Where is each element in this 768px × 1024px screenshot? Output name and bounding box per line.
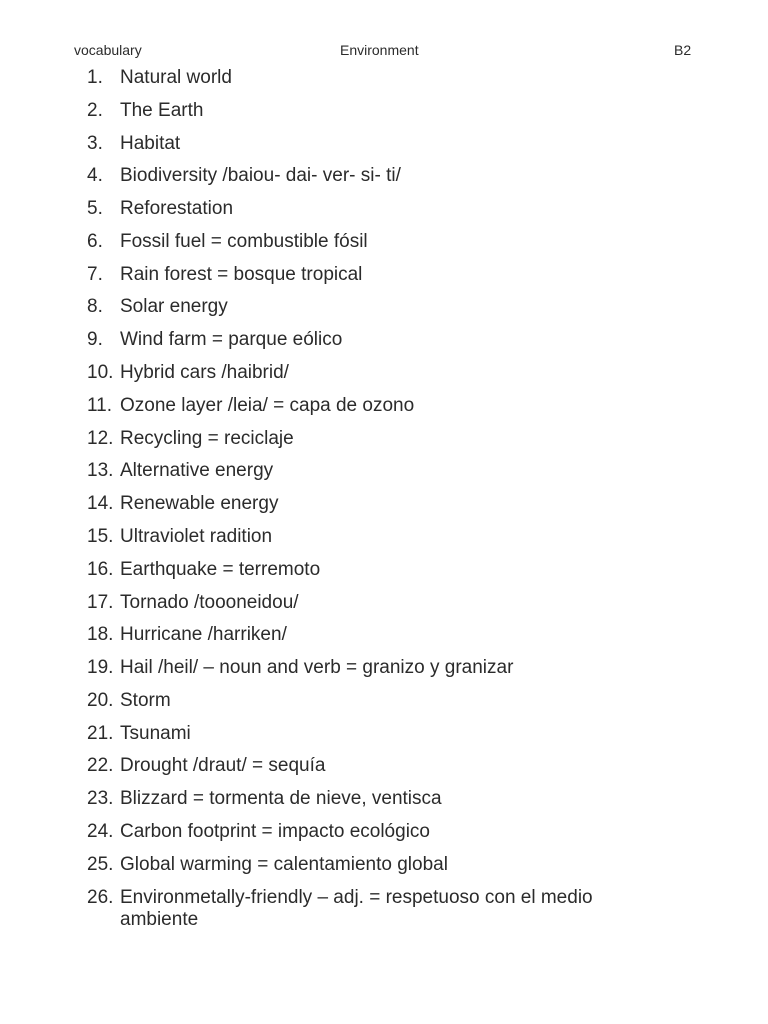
item-number: 8.: [87, 296, 103, 318]
item-text: Carbon footprint = impacto ecológico: [120, 820, 430, 842]
item-text: Ultraviolet radition: [120, 525, 273, 547]
item-number: 3.: [87, 132, 103, 154]
list-item: [0, 296, 768, 319]
item-text: Hybrid cars /haibrid/: [120, 362, 289, 384]
item-number: 19.: [87, 657, 114, 679]
header-subject: vocabulary: [74, 42, 142, 58]
list-item: [0, 329, 768, 352]
item-number: 16.: [87, 558, 114, 580]
item-text: Ozone layer /leia/ = capa de ozono: [120, 394, 415, 416]
item-text: Biodiversity /baiou- dai- ver- si- ti/: [120, 165, 401, 187]
list-item: [0, 526, 768, 549]
item-number: 25.: [87, 853, 114, 875]
item-number: 21.: [87, 722, 114, 744]
list-item: [0, 67, 768, 90]
header-level: B2: [674, 42, 692, 58]
item-number: 5.: [87, 198, 103, 220]
item-text: Hail /heil/ – noun and verb = granizo y granizar: [120, 657, 514, 679]
item-number: 1.: [87, 67, 103, 88]
list-item: [0, 821, 768, 844]
item-number: 7.: [87, 263, 103, 285]
item-text: Rain forest = bosque tropical: [120, 263, 363, 285]
item-number: 14.: [87, 493, 114, 515]
item-text: Solar energy: [120, 296, 228, 318]
list-item: [0, 133, 768, 156]
item-text: Habitat: [120, 132, 181, 154]
item-number: 15.: [87, 525, 114, 547]
item-text: Tsunami: [120, 722, 191, 744]
item-number: 24.: [87, 820, 114, 842]
item-number: 2.: [87, 99, 103, 121]
list-item: [0, 788, 768, 811]
item-number: 12.: [87, 427, 114, 449]
item-text: Hurricane /harriken/: [120, 624, 287, 646]
list-item: [0, 592, 768, 615]
item-number: 20.: [87, 689, 114, 711]
list-item: [0, 264, 768, 287]
list-item: [0, 690, 768, 713]
item-number: 17.: [87, 591, 114, 613]
list-item: [0, 493, 768, 516]
item-number: 23.: [87, 788, 114, 810]
list-item: [0, 428, 768, 451]
list-item: [0, 460, 768, 483]
list-item: [0, 231, 768, 254]
item-text: Renewable energy: [120, 493, 279, 515]
list-item: [0, 657, 768, 680]
item-text: The Earth: [120, 99, 204, 121]
item-number: 18.: [87, 624, 114, 646]
item-number: 11.: [87, 394, 113, 416]
list-item: [0, 395, 768, 418]
item-text: Storm: [120, 689, 171, 711]
item-text: Reforestation: [120, 198, 234, 220]
item-number: 26.: [87, 886, 114, 908]
item-text: Recycling = reciclaje: [120, 427, 294, 449]
item-text: Global warming = calentamiento global: [120, 853, 448, 875]
item-text: Environmetally-friendly – adj. = respetuoso con el medio ambiente: [120, 886, 593, 931]
list-item: [0, 624, 768, 647]
page-header: [0, 42, 768, 60]
list-item: [0, 559, 768, 582]
list-item: [0, 755, 768, 778]
item-number: 6.: [87, 230, 103, 252]
item-text: Drought /draut/ = sequía: [120, 755, 326, 777]
header-title: Environment: [340, 42, 419, 58]
item-text: Wind farm = parque eólico: [120, 329, 343, 351]
list-item: [0, 198, 768, 221]
item-text: Blizzard = tormenta de nieve, ventisca: [120, 788, 442, 810]
list-item: [0, 100, 768, 123]
item-text: Earthquake = terremoto: [120, 558, 321, 580]
list-item: [0, 165, 768, 188]
list-item: [0, 854, 768, 877]
vocabulary-list: [0, 67, 768, 942]
item-number: 10.: [87, 362, 114, 384]
list-item: [0, 887, 768, 932]
list-item: [0, 362, 768, 385]
item-text: Tornado /toooneidou/: [120, 591, 299, 613]
item-text: Fossil fuel = combustible fósil: [120, 230, 368, 252]
item-text: Alternative energy: [120, 460, 274, 482]
item-number: 22.: [87, 755, 114, 777]
item-number: 13.: [87, 460, 114, 482]
item-text: Natural world: [120, 67, 232, 88]
item-number: 4.: [87, 165, 103, 187]
list-item: [0, 723, 768, 746]
item-number: 9.: [87, 329, 103, 351]
